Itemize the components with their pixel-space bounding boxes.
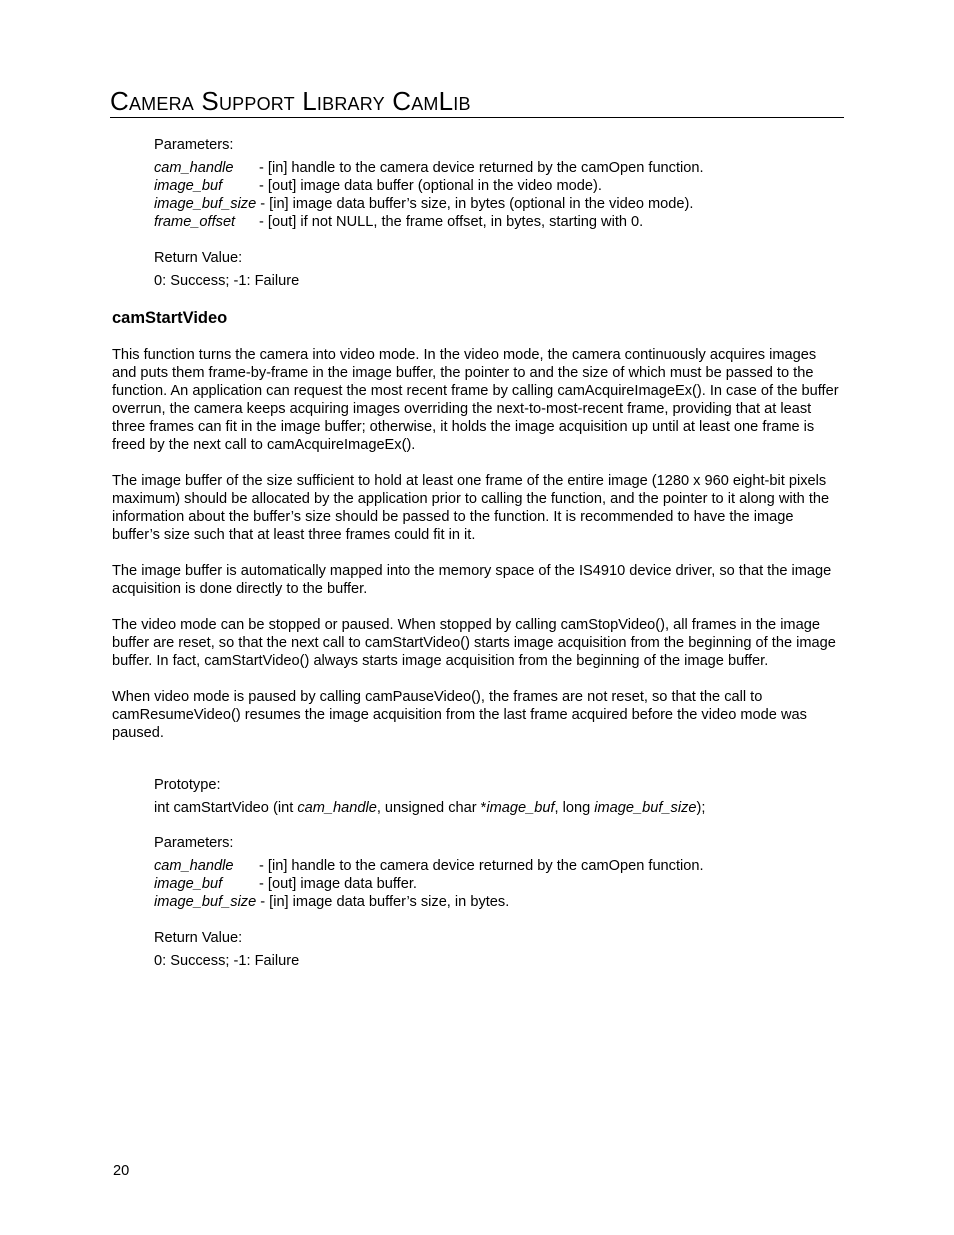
prototype-label: Prototype: <box>154 777 221 793</box>
param-desc: - [out] if not NULL, the frame offset, in bytes, starting with 0. <box>259 214 644 230</box>
prototype-text: , unsigned char * <box>376 800 487 816</box>
description-paragraphs <box>112 346 842 742</box>
prototype-arg: image_buf_size <box>594 800 697 816</box>
parameters-label: Parameters: <box>154 835 234 851</box>
paragraph: The image buffer of the size sufficient to hold at least one frame of the entire image (1280 x 960 eight-bit pixels maximum) should be allocated by the application prior to calling the function, and the pointer to it along with the information about the buffer’s size should be passed to the function. It is recommended to have the image buffer’s size such that at least three frames could fit in it. <box>112 473 830 543</box>
page-header <box>110 84 844 118</box>
param-desc: - [in] handle to the camera device returned by the camOpen function. <box>259 858 704 874</box>
param-name: image_buf_size <box>154 196 257 212</box>
param-desc: - [out] image data buffer. <box>259 876 417 892</box>
section-heading: camStartVideo <box>112 309 228 327</box>
param-desc: - [in] handle to the camera device returned by the camOpen function. <box>259 160 704 176</box>
prototype-text: , long <box>554 800 595 816</box>
prototype-block <box>154 776 844 817</box>
param-row <box>154 159 844 177</box>
param-name: frame_offset <box>154 214 236 230</box>
param-row <box>154 213 844 231</box>
top-parameters-block <box>154 136 844 290</box>
param-name: image_buf_size <box>154 894 257 910</box>
prototype-arg: cam_handle <box>297 800 377 816</box>
return-value-label: Return Value: <box>154 930 243 946</box>
param-row <box>154 875 844 893</box>
prototype-signature <box>154 799 844 817</box>
page-number: 20 <box>113 1163 130 1179</box>
param-row <box>154 177 844 195</box>
param-desc: - [in] image data buffer’s size, in bytes. <box>260 894 510 910</box>
prototype-text: int camStartVideo (int <box>154 800 298 816</box>
parameters-label: Parameters: <box>154 137 234 153</box>
header-divider <box>110 117 844 118</box>
param-desc: - [in] image data buffer’s size, in bytes (optional in the video mode). <box>260 196 694 212</box>
param-desc: - [out] image data buffer (optional in the video mode). <box>259 178 602 194</box>
param-row <box>154 857 844 875</box>
paragraph: When video mode is paused by calling camPauseVideo(), the frames are not reset, so that the call to camResumeVideo() resumes the image acquisition from the last frame acquired before the video mode was paused. <box>112 689 807 741</box>
param-name: cam_handle <box>154 160 234 176</box>
param-name: image_buf <box>154 178 223 194</box>
paragraph: The image buffer is automatically mapped into the memory space of the IS4910 device driver, so that the image acquisition is done directly to the buffer. <box>112 563 832 597</box>
param-row <box>154 893 844 911</box>
return-value-label: Return Value: <box>154 250 243 266</box>
prototype-arg: image_buf <box>486 800 555 816</box>
page-title: Camera Support Library CamLib <box>110 86 471 116</box>
param-name: cam_handle <box>154 858 234 874</box>
return-value: 0: Success; -1: Failure <box>154 273 300 289</box>
parameters-block <box>154 834 844 970</box>
param-name: image_buf <box>154 876 223 892</box>
prototype-text: ); <box>696 800 706 816</box>
param-row <box>154 195 844 213</box>
paragraph: This function turns the camera into video mode. In the video mode, the camera continuously acquires images and puts them frame-by-frame in the image buffer, the pointer to and the size of which must be passed to the function. An application can request the most recent frame by calling camAcquireImageEx(). In case of the buffer overrun, the camera keeps acquiring images overriding the next-to-most-recent frame, providing that at least three frames can fit in the image buffer; otherwise, it holds the image acquisition up until at least one frame is freed by the next call to camAcquireImageEx(). <box>112 347 839 453</box>
return-value: 0: Success; -1: Failure <box>154 953 300 969</box>
paragraph: The video mode can be stopped or paused. When stopped by calling camStopVideo(), all frames in the image buffer are reset, so that the next call to camStartVideo() starts image acquisition from the beginning of the image buffer. In fact, camStartVideo() always starts image acquisition from the beginning of the image buffer. <box>112 617 836 669</box>
